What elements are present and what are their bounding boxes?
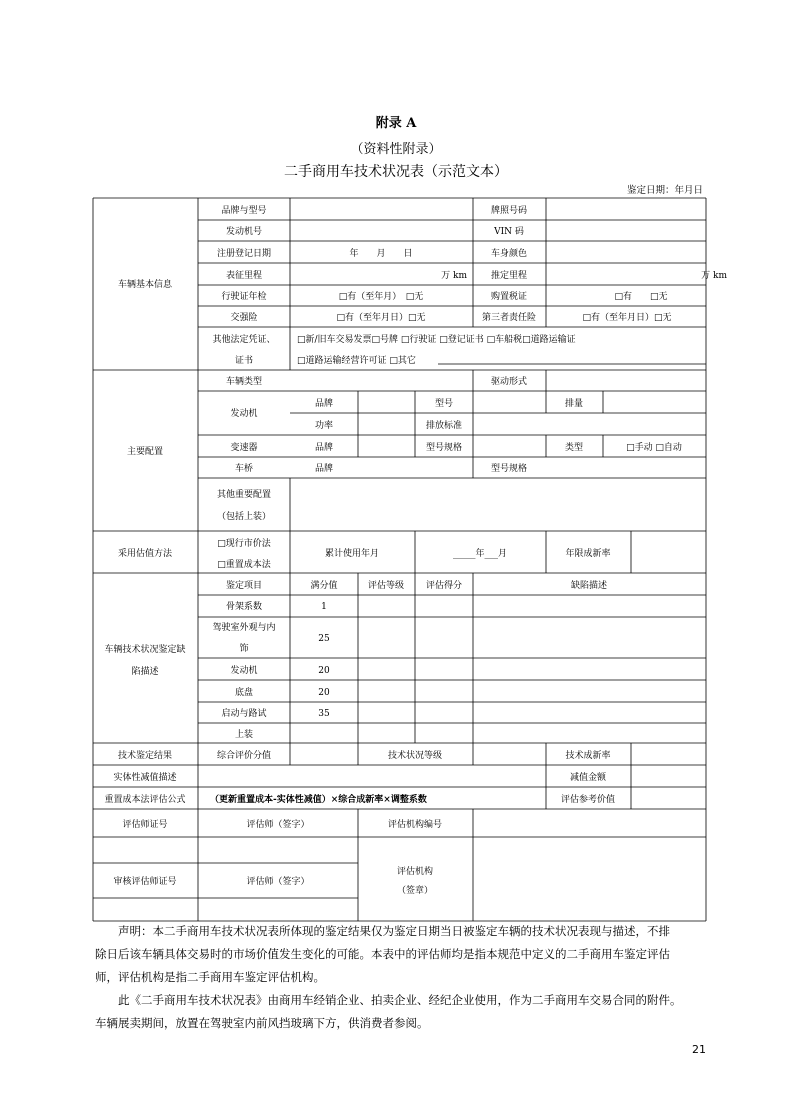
row-body-item: 上装 <box>234 730 254 740</box>
form-title: 二手商用车技术状况表（示范文本） <box>284 164 508 180</box>
section-condition-label: 车辆技术状况鉴定缺 <box>104 645 186 655</box>
engine-brand-label: 品牌 <box>314 399 334 409</box>
col-grade: 评估等级 <box>367 581 405 591</box>
tech-level-label: 技术状况等级 <box>387 751 443 761</box>
appraiser-sign-label: 评估师（签字） <box>246 820 310 830</box>
other-docs-options-2: □道路运输经营许可证 □其它 <box>297 356 416 366</box>
body-color-label: 车身颜色 <box>490 249 528 259</box>
section-condition-label-2: 陷描述 <box>131 667 159 677</box>
axle-brand-label: 品牌 <box>314 464 334 474</box>
org-seal-label: （签章） <box>396 886 434 896</box>
reg-date-value: 年 月 日 <box>349 249 413 259</box>
license-check-label: 行驶证年检 <box>221 292 267 302</box>
engine-no-label: 发动机号 <box>225 227 263 237</box>
gearbox-type-label: 类型 <box>564 443 584 453</box>
vin-label: VIN 码 <box>494 227 524 237</box>
age-newness-label: 年限成新率 <box>565 549 611 559</box>
years-used-value: _____年___月 <box>452 549 508 559</box>
org-no-label: 评估机构编号 <box>387 820 443 830</box>
formula-text: （更新重置成本-实体性减值）×综合成新率×调整系数 <box>210 795 427 805</box>
compulsory-ins-label: 交强险 <box>230 313 258 323</box>
tech-result-label: 技术鉴定结果 <box>117 751 173 761</box>
org-label: 评估机构 <box>396 867 434 877</box>
third-party-ins-label: 第三者责任险 <box>481 313 537 323</box>
reviewer-no-label: 审核评估师证号 <box>113 877 177 887</box>
appraiser-no-label: 评估师证号 <box>122 820 168 830</box>
statement-line: 师，评估机构是指二手商用车鉴定评估机构。 <box>95 970 325 984</box>
appraisal-date-label: 鉴定日期：年月日 <box>626 185 703 196</box>
other-docs-options: □新/旧车交易发票□号牌 □行驶证 □登记证书 □车船税□道路运输证 <box>297 335 576 345</box>
gearbox-type-value: □手动 □自动 <box>626 443 682 453</box>
axle-label: 车桥 <box>234 464 254 474</box>
compulsory-ins-value: □有（至年月日）□无 <box>336 313 426 323</box>
ref-value-label: 评估参考价值 <box>560 795 616 805</box>
col-full-score: 满分值 <box>310 581 338 591</box>
license-check-value: □有（至年月） □无 <box>338 292 424 302</box>
years-used-label: 累计使用年月 <box>324 549 380 559</box>
emission-label: 排放标准 <box>425 421 463 431</box>
other-config-label-2: （包括上装） <box>216 512 272 522</box>
third-party-ins-value: □有（至年月日）□无 <box>582 313 672 323</box>
purchase-tax-label: 购置税证 <box>490 292 528 302</box>
gearbox-brand-label: 品牌 <box>314 443 334 453</box>
plate-label: 牌照号码 <box>490 206 528 216</box>
row-frame-score: 1 <box>321 602 327 612</box>
est-mileage-label: 推定里程 <box>490 271 528 281</box>
row-engine-score: 20 <box>318 666 330 676</box>
section-basic-info: 车辆基本信息 <box>117 280 173 290</box>
depreciation-label: 实体性减值描述 <box>113 773 177 783</box>
statement-line: 除日后该车辆具体交易时的市场价值发生变化的可能。本表中的评估师均是指本规范中定义的二手商用车鉴定评估 <box>95 947 670 961</box>
displacement-label: 排量 <box>564 399 584 409</box>
page-number: 21 <box>692 1043 706 1056</box>
section-main-config: 主要配置 <box>126 447 164 457</box>
depreciation-amount-label: 减值金额 <box>569 773 607 783</box>
formula-label: 重置成本法评估公式 <box>104 795 186 805</box>
axle-model-label: 型号规格 <box>490 464 528 474</box>
purchase-tax-value: □有 □无 <box>614 292 668 302</box>
row-cab-score: 25 <box>318 634 330 644</box>
row-engine-item: 发动机 <box>230 666 258 676</box>
brand-model-label: 品牌与型号 <box>221 206 267 216</box>
odometer-label: 表征里程 <box>225 271 263 281</box>
drive-type-label: 驱动形式 <box>490 377 528 387</box>
gearbox-label: 变速器 <box>230 443 258 453</box>
other-docs-label: 其他法定凭证、 <box>212 335 276 345</box>
other-docs-label-2: 证书 <box>234 356 254 366</box>
col-item: 鉴定项目 <box>225 581 263 591</box>
method-cost-option: □重置成本法 <box>217 560 271 570</box>
statement-line: 声明：本二手商用车技术状况表所体现的鉴定结果仅为鉴定日期当日被鉴定车辆的技术状况表现与描述，不排 <box>95 924 670 938</box>
statement-paragraph <box>95 920 707 1035</box>
row-chassis-score: 20 <box>318 688 330 698</box>
reviewer-sign-label: 评估师（签字） <box>246 877 310 887</box>
appendix-type: （资料性附录） <box>350 142 442 157</box>
est-mileage-unit: 万 km <box>701 271 727 281</box>
other-config-label: 其他重要配置 <box>216 490 272 500</box>
gearbox-model-label: 型号规格 <box>425 443 463 453</box>
overall-score-label: 综合评价分值 <box>216 751 272 761</box>
col-defects: 缺陷描述 <box>570 581 608 591</box>
usage-line: 此《二手商用车技术状况表》由商用车经销企业、拍卖企业、经纪企业使用，作为二手商用车交易合同的附件。 <box>95 993 682 1007</box>
row-cab-item-2: 饰 <box>239 644 249 654</box>
method-market-option: □现行市价法 <box>217 539 271 549</box>
appendix-title: 附录 A <box>375 116 417 131</box>
row-frame-item: 骨架系数 <box>225 602 263 612</box>
power-label: 功率 <box>314 421 334 431</box>
odometer-unit: 万 km <box>441 271 467 281</box>
row-chassis-item: 底盘 <box>234 688 254 698</box>
reg-date-label: 注册登记日期 <box>216 249 272 259</box>
col-score: 评估得分 <box>425 581 463 591</box>
engine-model-label: 型号 <box>434 399 454 409</box>
vehicle-type-label: 车辆类型 <box>225 377 263 387</box>
engine-label: 发动机 <box>230 409 258 419</box>
row-cab-item: 驾驶室外观与内 <box>212 623 276 633</box>
usage-line: 车辆展卖期间，放置在驾驶室内前风挡玻璃下方，供消费者参阅。 <box>95 1016 429 1030</box>
row-roadtest-item: 启动与路试 <box>221 709 267 719</box>
tech-newness-label: 技术成新率 <box>565 751 611 761</box>
row-roadtest-score: 35 <box>318 709 330 719</box>
section-valuation-method: 采用估值方法 <box>117 549 173 559</box>
